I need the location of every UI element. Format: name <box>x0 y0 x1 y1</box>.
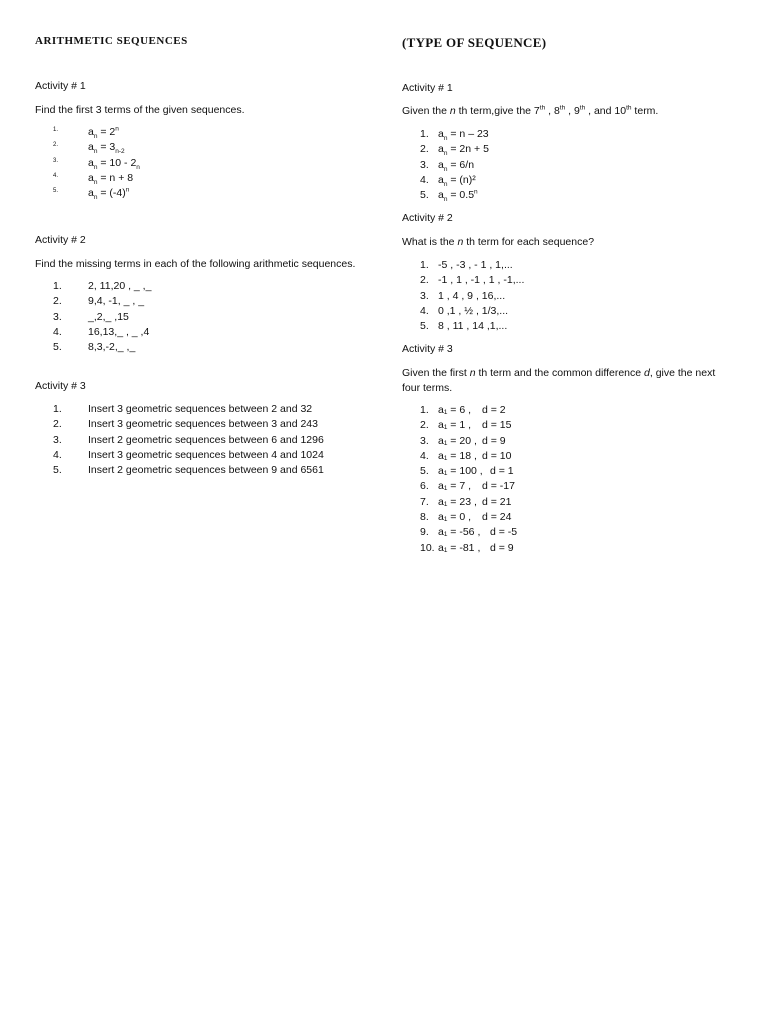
item-number: 5. <box>53 341 62 354</box>
italic-var: n <box>457 236 464 248</box>
subscript: n <box>93 178 98 186</box>
item-number: 3. <box>53 157 59 164</box>
common-difference: d = 24 <box>482 511 512 524</box>
common-difference: d = 15 <box>482 419 512 432</box>
subscript: n <box>93 194 98 202</box>
item-number: 3. <box>53 433 62 446</box>
subscript: n <box>443 165 448 173</box>
item-number: 1. <box>53 127 59 133</box>
first-term: a₁ = 23 , <box>438 495 477 508</box>
item-text: 9,4, -1, _ , _ <box>88 295 145 308</box>
item-text: Insert 3 geometric sequences between 4 and 1024 <box>88 448 324 461</box>
first-term: a₁ = 100 , <box>438 465 483 478</box>
superscript: th <box>539 104 546 112</box>
first-term: a₁ = 18 , <box>438 449 477 462</box>
item-number: 1. <box>420 128 429 140</box>
item-text: 2, 11,20 , _ ,_ <box>88 280 152 292</box>
subscript: n <box>443 180 448 188</box>
item-formula: $a_n = 6/n$ <box>438 158 475 173</box>
item-number: 4. <box>420 449 429 462</box>
common-difference: d = 9 <box>490 541 514 554</box>
item-text: Insert 3 geometric sequences between 3 and 243 <box>88 418 318 431</box>
item-formula: $a_n = 0.5^n$ <box>438 188 478 204</box>
item-number: 2. <box>420 419 429 432</box>
left-activity2-label: Activity # 2 <box>35 234 86 246</box>
item-text: _,2,_ ,15 <box>88 310 129 323</box>
italic-var: n <box>469 367 476 379</box>
first-term: a₁ = 0 , <box>438 511 472 524</box>
item-number: 7. <box>420 495 429 508</box>
item-formula: $a_n = (-4)^n$ <box>88 186 130 202</box>
item-text: 8 , 11 , 14 ,1,... <box>438 320 508 333</box>
subscript: n-2 <box>115 148 125 156</box>
item-formula: $a_n = 10 - 2_n$ <box>88 156 140 171</box>
left-activity3-label: Activity # 3 <box>35 380 86 392</box>
item-formula: $a_n = (n)^2$ <box>438 173 476 188</box>
subscript: n <box>443 196 448 204</box>
superscript: th <box>579 104 586 112</box>
item-number: 5. <box>53 188 59 195</box>
first-term: a₁ = -81 , <box>438 541 481 554</box>
item-text: Insert 3 geometric sequences between 2 and 32 <box>88 403 313 415</box>
item-text: 1 , 4 , 9 , 16,... <box>438 289 506 302</box>
item-text: 8,3,-2,_ ,_ <box>88 341 136 354</box>
first-term: a₁ = -56 , <box>438 526 481 539</box>
item-number: 1. <box>420 404 429 416</box>
item-number: 3. <box>53 310 62 323</box>
item-text: 16,13,_ , _ ,4 <box>88 325 150 338</box>
item-number: 5. <box>420 465 429 478</box>
item-number: 1. <box>420 259 429 271</box>
item-number: 2. <box>53 142 59 149</box>
right-title: (TYPE OF SEQUENCE) <box>402 35 547 50</box>
subscript: n <box>136 163 140 171</box>
common-difference: d = 21 <box>482 495 512 508</box>
right-activity1-label: Activity # 1 <box>402 82 453 94</box>
right-activity2-label: Activity # 2 <box>402 212 453 224</box>
right-activity3-prompt: Given the first n th term and the common difference d, give the next four terms. <box>402 367 716 395</box>
common-difference: d = 10 <box>482 449 512 462</box>
item-number: 2. <box>53 418 62 431</box>
item-formula: $a_n = n + 8$ <box>88 171 134 186</box>
superscript: n <box>125 186 130 194</box>
item-number: 4. <box>420 173 429 186</box>
left-activity2-prompt: Find the missing terms in each of the following arithmetic sequences. <box>35 258 356 270</box>
item-number: 2. <box>420 143 429 156</box>
superscript: n <box>115 125 119 133</box>
item-text: Insert 2 geometric sequences between 9 and 6561 <box>88 464 324 477</box>
common-difference: d = 2 <box>482 404 506 416</box>
common-difference: d = 9 <box>482 434 506 447</box>
item-number: 10. <box>420 541 435 554</box>
item-number: 2. <box>420 274 429 287</box>
right-activity2-prompt: What is the n th term for each sequence? <box>402 236 595 248</box>
first-term: a₁ = 6 , <box>438 404 472 416</box>
left-activity1-label: Activity # 1 <box>35 80 86 92</box>
left-title: ARITHMETIC SEQUENCES <box>35 35 188 47</box>
common-difference: d = 1 <box>490 465 514 478</box>
left-activity1-prompt: Find the first 3 terms of the given sequences. <box>35 104 245 116</box>
item-number: 4. <box>53 325 62 338</box>
subscript: n <box>93 163 98 171</box>
common-difference: d = -17 <box>482 480 515 493</box>
item-text: 0 ,1 , ½ , 1/3,... <box>438 304 509 317</box>
item-formula: $a_n = 2^n$ <box>88 125 119 141</box>
subscript: n <box>93 148 98 156</box>
item-number: 3. <box>420 289 429 302</box>
italic-var: d <box>644 367 650 379</box>
item-number: 4. <box>420 304 429 317</box>
item-number: 2. <box>53 295 62 308</box>
item-text: -5 , -3 , - 1 , 1,... <box>438 259 513 271</box>
item-number: 3. <box>420 434 429 447</box>
first-term: a₁ = 7 , <box>438 480 472 493</box>
common-difference: d = -5 <box>490 526 518 539</box>
item-formula: $a_n = n - 23$ <box>438 128 489 143</box>
subscript: n <box>443 135 448 143</box>
item-number: 5. <box>420 320 429 333</box>
item-number: 9. <box>420 526 429 539</box>
item-number: 5. <box>53 464 62 477</box>
right-activity1-prompt: Given the n th term,give the 7th , 8th , 9th , and 10th term. <box>402 104 659 117</box>
superscript: n <box>474 188 478 196</box>
superscript: th <box>559 104 566 112</box>
italic-var: n <box>449 105 456 117</box>
item-formula: $a_n = 3_{n-2}$ <box>88 141 125 156</box>
item-number: 8. <box>420 511 429 524</box>
subscript: n <box>93 133 98 141</box>
item-number: 6. <box>420 480 429 493</box>
item-number: 3. <box>420 158 429 171</box>
item-number: 4. <box>53 172 59 179</box>
item-formula: $a_n = 2n + 5$ <box>438 143 489 158</box>
right-activity3-label: Activity # 3 <box>402 343 453 355</box>
item-number: 1. <box>53 403 62 415</box>
item-number: 4. <box>53 448 62 461</box>
item-text: -1 , 1 , -1 , 1 , -1,... <box>438 274 525 287</box>
first-term: a₁ = 20 , <box>438 434 477 447</box>
item-number: 5. <box>420 189 429 202</box>
first-term: a₁ = 1 , <box>438 419 472 432</box>
superscript: th <box>626 104 632 112</box>
item-number: 1. <box>53 280 62 292</box>
item-text: Insert 2 geometric sequences between 6 and 1296 <box>88 433 324 446</box>
subscript: n <box>443 150 448 158</box>
